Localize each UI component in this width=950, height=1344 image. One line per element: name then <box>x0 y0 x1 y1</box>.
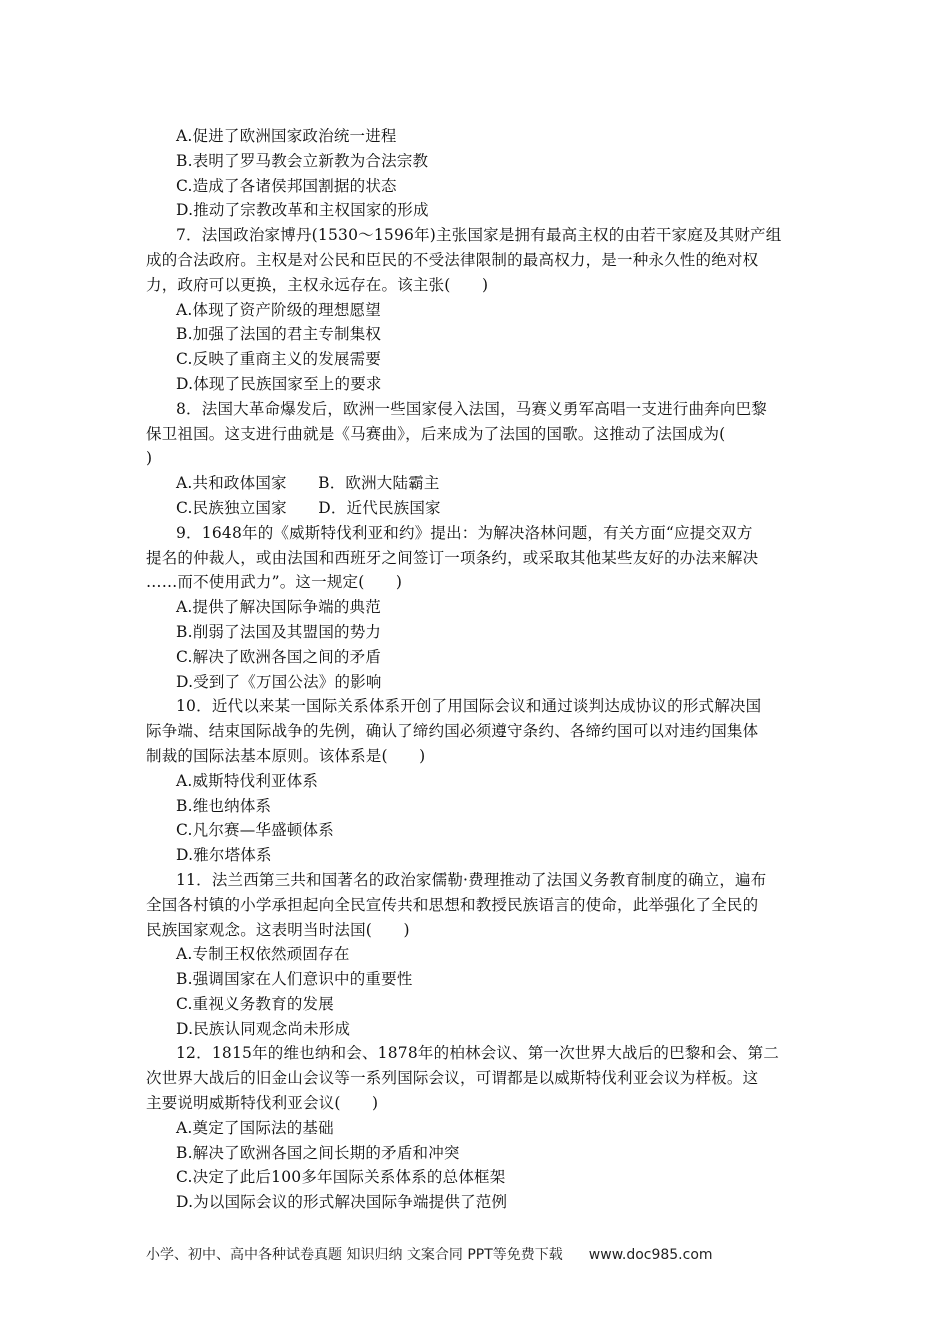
text-line: C.民族独立国家 D．近代民族国家 <box>176 498 441 517</box>
text-line: D.推动了宗教改革和主权国家的形成 <box>176 201 429 220</box>
text-line: 7．法国政治家博丹(1530～1596年)主张国家是拥有最高主权的由若干家庭及其财产组 <box>176 226 782 245</box>
text-line: C.重视义务教育的发展 <box>176 994 334 1013</box>
text-line: 9．1648年的《威斯特伐利亚和约》提出：为解决洛林问题，有关方面“应提交双方 <box>176 523 753 542</box>
text-line: D.民族认同观念尚未形成 <box>176 1019 351 1038</box>
page-footer <box>146 1244 814 1266</box>
text-line: C.造成了各诸侯邦国割据的状态 <box>176 176 397 195</box>
text-line: 12．1815年的维也纳和会、1878年的柏林会议、第一次世界大战后的巴黎和会、第二 <box>176 1044 780 1063</box>
text-line: B.强调国家在人们意识中的重要性 <box>176 970 413 989</box>
text-line: ) <box>146 449 153 468</box>
text-line: A.奠定了国际法的基础 <box>176 1118 334 1137</box>
text-line: A.共和政体国家 B．欧洲大陆霸主 <box>176 474 440 493</box>
text-line: D.雅尔塔体系 <box>176 846 272 865</box>
text-line: B.表明了罗马教会立新教为合法宗教 <box>176 151 429 170</box>
text-line: 次世界大战后的旧金山会议等一系列国际会议，可谓都是以威斯特伐利亚会议为样板。这 <box>146 1069 759 1088</box>
text-line: C.决定了此后100多年国际关系体系的总体框架 <box>176 1168 506 1187</box>
text-line: B.削弱了法国及其盟国的势力 <box>176 622 382 641</box>
text-line: B.解决了欧洲各国之间长期的矛盾和冲突 <box>176 1143 460 1162</box>
text-line: A.促进了欧洲国家政治统一进程 <box>176 127 397 145</box>
text-line: D.为以国际会议的形式解决国际争端提供了范例 <box>176 1193 508 1212</box>
text-line: 民族国家观念。这表明当时法国( ) <box>146 920 410 939</box>
text-line: 力，政府可以更换，主权永远存在。该主张( ) <box>146 275 489 294</box>
text-line: A.威斯特伐利亚体系 <box>176 771 319 790</box>
text-line: 11．法兰西第三共和国著名的政治家儒勒·费理推动了法国义务教育制度的确立，遍布 <box>176 870 767 889</box>
text-line: 主要说明威斯特伐利亚会议( ) <box>146 1094 379 1113</box>
text-line: 全国各村镇的小学承担起向全民宣传共和思想和教授民族语言的使命，此举强化了全民的 <box>146 895 759 914</box>
text-line: D.体现了民族国家至上的要求 <box>176 374 382 393</box>
text-line: A.提供了解决国际争端的典范 <box>176 598 381 617</box>
text-line: ……而不使用武力”。这一规定( ) <box>146 573 403 592</box>
text-line: 提名的仲裁人，或由法国和西班牙之间签订一项条约，或采取其他某些友好的办法来解决 <box>146 548 759 567</box>
text-line: 成的合法政府。主权是对公民和臣民的不受法律限制的最高权力，是一种永久性的绝对权 <box>146 250 759 269</box>
text-line: C.反映了重商主义的发展需要 <box>176 350 382 369</box>
text-line: 10．近代以来某一国际关系体系开创了用国际会议和通过谈判达成协议的形式解决国 <box>176 697 762 716</box>
text-line: 制裁的国际法基本原则。该体系是( ) <box>146 746 426 765</box>
text-line: C.凡尔赛—华盛顿体系 <box>176 821 334 840</box>
document-body <box>146 124 814 1215</box>
text-line: C.解决了欧洲各国之间的矛盾 <box>176 647 382 666</box>
text-line: 保卫祖国。这支进行曲就是《马赛曲》，后来成为了法国的国歌。这推动了法国成为( <box>146 424 726 443</box>
footer-text: 小学、初中、高中各种试卷真题 知识归纳 文案合同 PPT等免费下载 <box>146 1247 563 1263</box>
text-line: B.维也纳体系 <box>176 796 272 815</box>
text-line: A.体现了资产阶级的理想愿望 <box>176 300 381 319</box>
text-line: D.受到了《万国公法》的影响 <box>176 672 382 691</box>
text-line: 际争端、结束国际战争的先例，确认了缔约国必须遵守条约、各缔约国可以对违约国集体 <box>146 722 759 741</box>
text-line: 8．法国大革命爆发后，欧洲一些国家侵入法国，马赛义勇军高唱一支进行曲奔向巴黎 <box>176 399 767 418</box>
footer-url[interactable]: www.doc985.com <box>588 1247 713 1263</box>
text-line: A.专制王权依然顽固存在 <box>176 945 350 964</box>
text-line: B.加强了法国的君主专制集权 <box>176 325 382 344</box>
